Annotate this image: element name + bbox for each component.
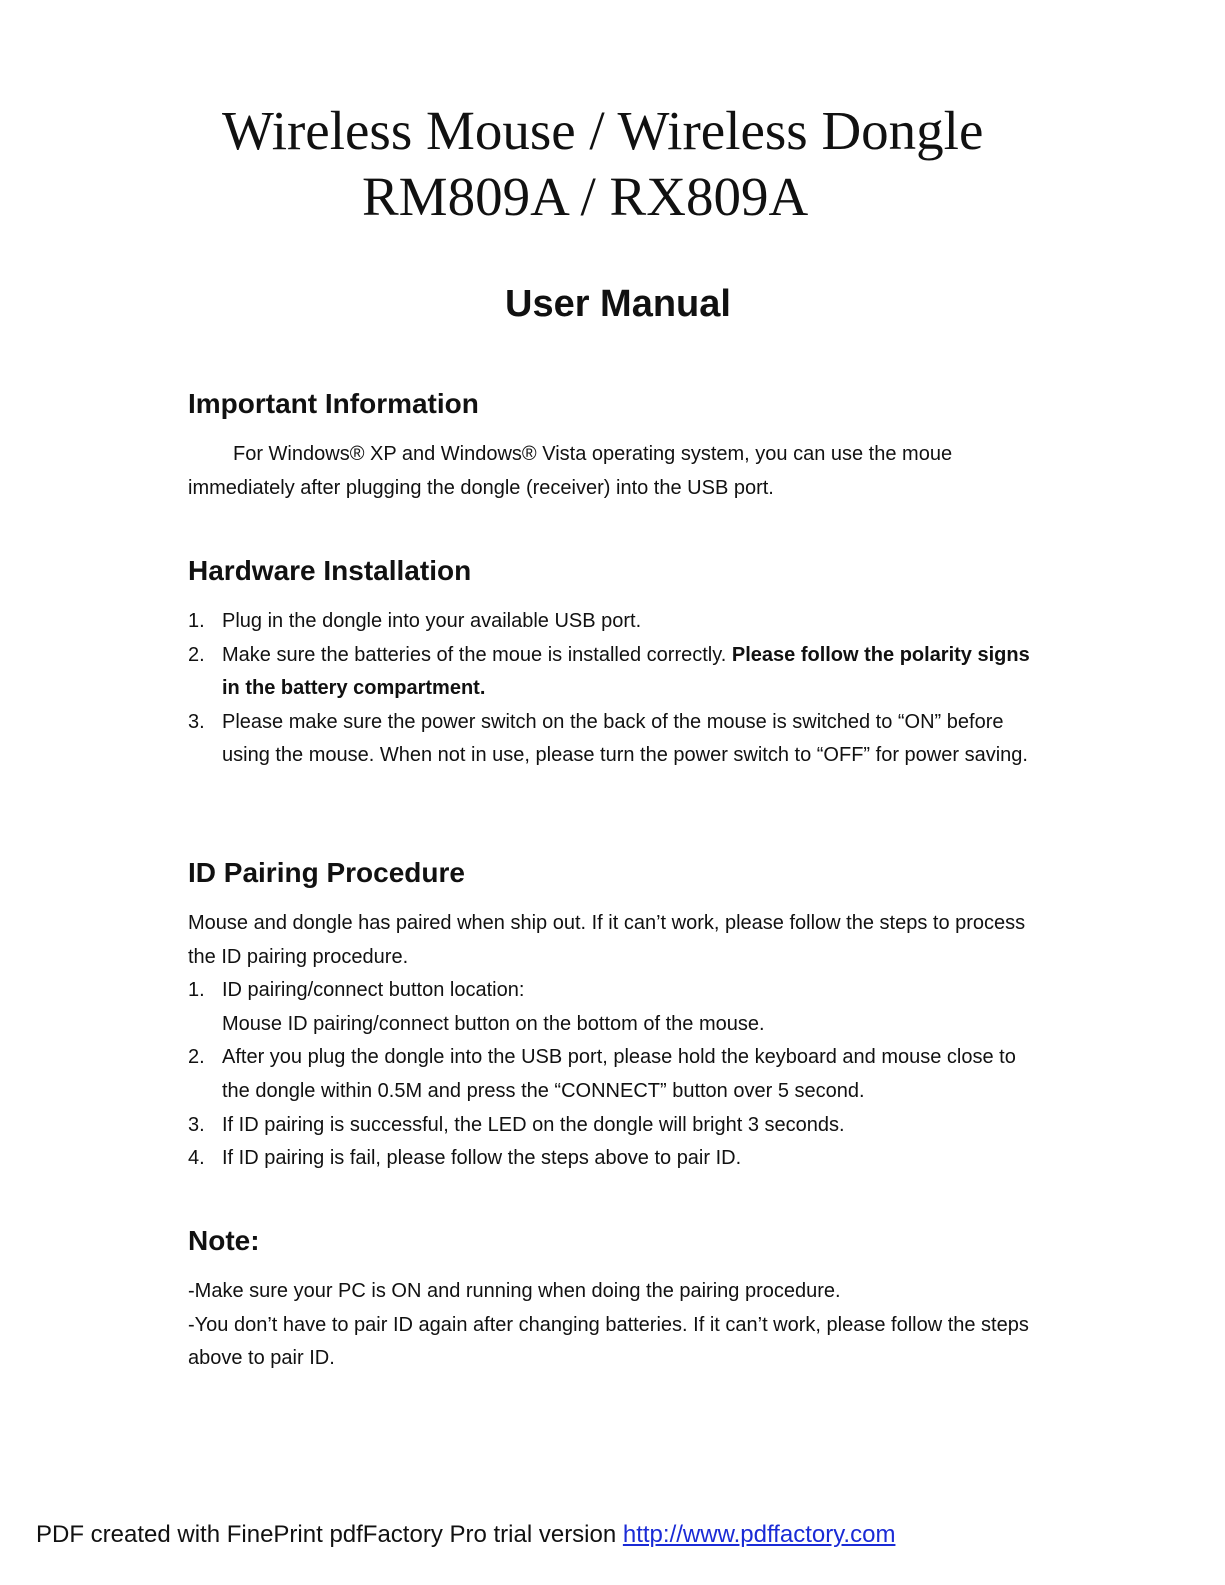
list-item [188, 605, 1048, 639]
note-line: -You don’t have to pair ID again after changing batteries. If it can’t work, please follow the steps above to pair ID. [188, 1313, 1029, 1370]
list-number: 3. [188, 1113, 205, 1136]
list-item-text: Please make sure the power switch on the back of the mouse is switched to “ON” before using the mouse. When not in use, please turn the power switch to “OFF” for power saving. [222, 710, 1028, 767]
list-item-bold-text: Please follow the polarity signs in the battery compartment. [222, 643, 1030, 700]
document-title-line-2: RM809A / RX809A [362, 166, 809, 227]
list-item-text: After you plug the dongle into the USB port, please hold the keyboard and mouse close to the dongle within 0.5M and press the “CONNECT” button over 5 second. [222, 1046, 1016, 1102]
list-number: 2. [188, 1046, 205, 1069]
list-item [188, 639, 1048, 706]
steps-list [188, 605, 1048, 773]
list-number: 2. [188, 643, 205, 666]
list-item-subtext: Mouse ID pairing/connect button on the bottom of the mouse. [222, 1012, 765, 1035]
section-id-pairing-procedure [188, 853, 1048, 1176]
pdf-footer [36, 1519, 895, 1551]
footer-text: PDF created with FinePrint pdfFactory Pro trial version [36, 1521, 623, 1548]
list-item-text: ID pairing/connect button location: [222, 979, 525, 1002]
list-item-text: If ID pairing is fail, please follow the steps above to pair ID. [222, 1147, 742, 1170]
section-paragraph: Mouse and dongle has paired when ship out. If it can’t work, please follow the steps to process the ID pairing procedure. [188, 912, 1026, 968]
list-number: 1. [188, 979, 205, 1002]
section-heading: Hardware Installation [188, 555, 472, 586]
list-item-text: If ID pairing is successful, the LED on the dongle will bright 3 seconds. [222, 1113, 845, 1136]
section-heading: Important Information [188, 388, 479, 419]
list-item [188, 1142, 1048, 1176]
section-hardware-installation [188, 551, 1048, 773]
list-item [188, 1109, 1048, 1143]
section-important-information [188, 384, 1048, 505]
list-number: 4. [188, 1147, 205, 1170]
section-paragraph: For Windows® XP and Windows® Vista operating system, you can use the moue immediately after plugging the dongle (receiver) into the USB port. [188, 443, 953, 499]
note-line: -Make sure your PC is ON and running when doing the pairing procedure. [188, 1280, 841, 1302]
list-item [188, 706, 1048, 773]
section-note [188, 1221, 1048, 1376]
list-number: 1. [188, 610, 205, 632]
list-item-text: Plug in the dongle into your available USB port. [222, 610, 642, 632]
steps-list [188, 974, 1048, 1176]
list-number: 3. [188, 710, 205, 733]
list-item [188, 1041, 1048, 1108]
list-item [188, 974, 1048, 1041]
list-item-text: Make sure the batteries of the moue is installed correctly. [222, 643, 727, 666]
footer-link[interactable]: http://www.pdffactory.com [622, 1521, 896, 1548]
section-heading: ID Pairing Procedure [188, 857, 465, 888]
document-subtitle: User Manual [505, 283, 731, 325]
document-title-line-1: Wireless Mouse / Wireless Dongle [222, 100, 984, 161]
section-heading: Note: [188, 1225, 260, 1256]
